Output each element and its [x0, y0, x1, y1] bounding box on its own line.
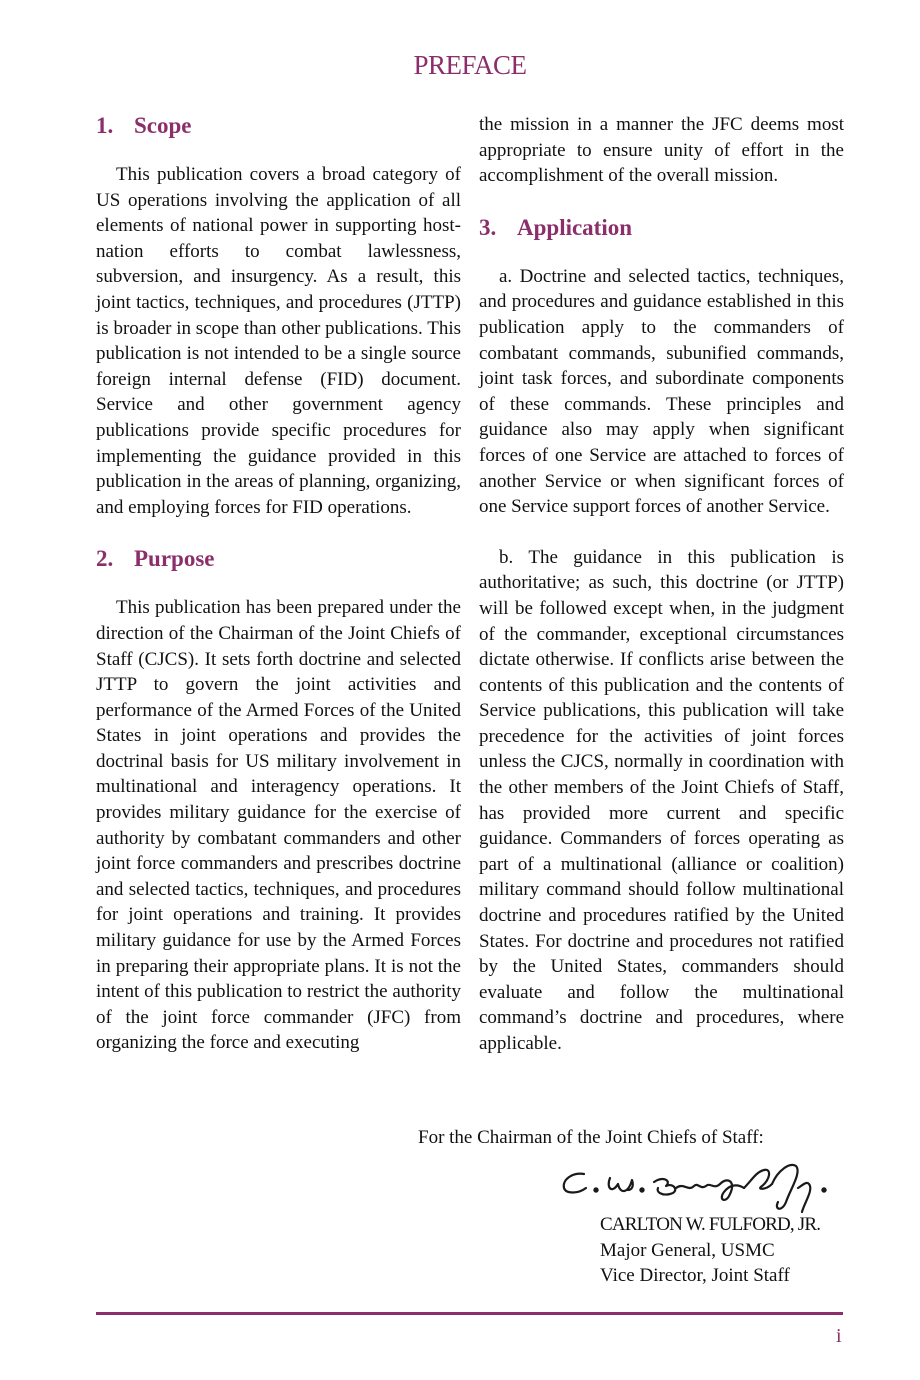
section-number: 3. [479, 214, 497, 240]
section-heading-scope [96, 112, 461, 140]
signature-block [600, 1212, 820, 1289]
signer-position: Vice Director, Joint Staff [600, 1265, 790, 1286]
section-number: 2. [96, 546, 114, 572]
right-column [479, 112, 844, 1057]
page-title: PREFACE [413, 50, 527, 80]
section-heading-application [479, 214, 844, 242]
purpose-paragraph-continued: the mission in a manner the JFC deems most appropriate to ensure unity of effort in the accomplishment of the overall mission. [479, 114, 844, 187]
section-title: Application [517, 214, 633, 240]
purpose-paragraph: This publication has been prepared under the direction of the Chairman of the Joint Chiefs of Staff (CJCS). It sets forth doctrine and selected JTTP to govern the joint activities and performance of the Armed Forces of the United States in joint operations and provides the doctrinal basis for US military involvement in multinational and interagency operations. It provides military guidance for the exercise of authority by combatant commanders and other joint force commanders and prescribes doctrine and selected tactics, techniques, and procedures for joint operations and training. It provides military guidance for use by the Armed Forces in preparing their appropriate plans. It is not the intent of this publication to restrict the authority of the joint force commander (JFC) from organizing the force and executing [96, 597, 461, 1054]
section-title: Purpose [134, 546, 215, 572]
section-title: Scope [134, 113, 192, 138]
scope-paragraph: This publication covers a broad category of US operations involving the application of all elements of national power in supporting host-nation efforts to combat lawlessness, subversion, and insurgency. As a result, this joint tactics, techniques, and procedures (JTTP) is broader in scope than other publications. This publication is not intended to be a single source foreign internal defense (FID) document. Service and other government agency publications provide specific procedures for implementing the guidance provided in this publication in the areas of planning, organizing, and employing forces for FID operations. [96, 164, 461, 518]
page-number: i [836, 1325, 842, 1347]
signer-rank: Major General, USMC [600, 1239, 775, 1261]
application-paragraph-b: b. The guidance in this publication is authoritative; as such, this doctrine (or JTTP) will be followed except when, in the judgment of the commander, exceptional circumstances dictate otherwise. If conflicts arise between the contents of this publication and the contents of Service publications, this publication will take precedence for the activities of joint forces unless the CJCS, normally in coordination with the other members of the Joint Chiefs of Staff, has provided more current and specific guidance. Commanders of forces operating as part of a multinational (alliance or coalition) military command should follow multinational doctrine and procedures ratified by the United States. For doctrine and procedures not ratified by the United States, commanders should evaluate and follow the multinational command’s doctrine and procedures, where applicable. [479, 546, 844, 1054]
footer-rule [96, 1312, 843, 1315]
left-column [96, 112, 461, 1056]
application-paragraph-a: a. Doctrine and selected tactics, techniques, and procedures and guidance established in this publication apply to the commanders of combatant commands, subunified commands, joint task forces, and subordinate components of these commands. These principles and guidance also may apply when significant forces of one Service are attached to forces of another Service or when significant forces of one Service support forces of another Service. [479, 265, 844, 518]
closing-line: For the Chairman of the Joint Chiefs of Staff: [418, 1127, 764, 1148]
signer-name: CARLTON W. FULFORD, JR. [600, 1214, 821, 1235]
handwritten-signature [558, 1150, 848, 1220]
section-number: 1. [96, 113, 114, 138]
section-heading-purpose [96, 545, 461, 573]
